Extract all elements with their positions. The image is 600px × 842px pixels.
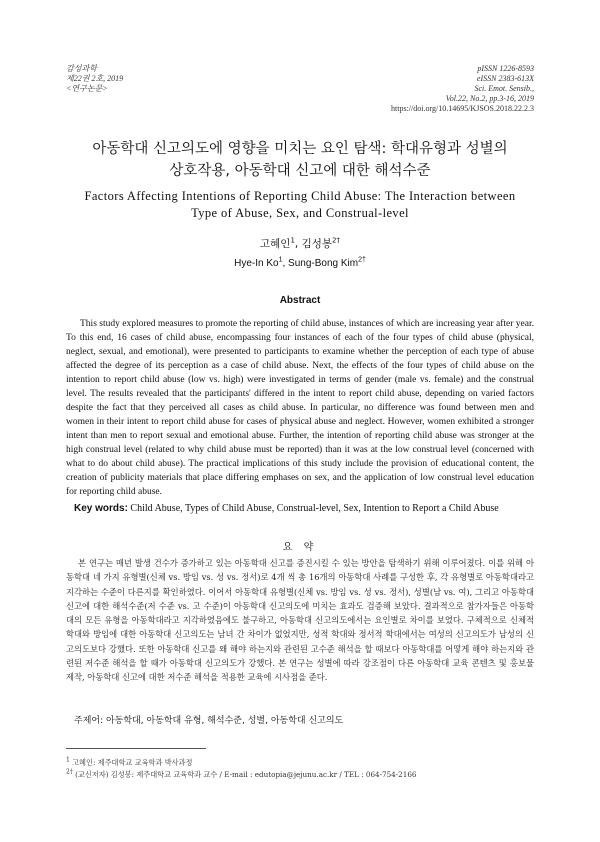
journal-name-en: Sci. Emot. Sensib., xyxy=(474,84,534,93)
summary-heading: 요 약 xyxy=(282,542,318,553)
journal-header-right xyxy=(391,64,534,114)
keywords-korean: 주제어: 아동학대, 아동학대 유형, 해석수준, 성별, 아동학대 신고의도 xyxy=(74,716,344,726)
author-2-en: Sung-Bong Kim xyxy=(288,258,359,269)
pissn: pISSN 1226-8593 xyxy=(477,64,534,73)
keywords-label: Key words: xyxy=(74,503,128,514)
author-separator-ko: , xyxy=(294,238,302,250)
title-korean xyxy=(40,138,560,182)
footnote-1 xyxy=(66,758,192,768)
footnote-1-mark: 1 xyxy=(66,756,70,764)
author-1-ko-mark: 1 xyxy=(290,236,295,245)
footnote-1-text: 고혜인: 제주대학교 교육학과 박사과정 xyxy=(69,758,193,767)
abstract-heading: Abstract xyxy=(279,295,321,306)
title-en-line-1: Factors Affecting Intentions of Reporting Child Abuse: The Interaction between xyxy=(84,189,516,203)
title-ko-line-2: 상호작용, 아동학대 신고에 대한 해석수준 xyxy=(169,163,431,179)
keywords-text: Child Abuse, Types of Child Abuse, Construal-level, Sex, Intention to Report a Child Abuse xyxy=(127,503,499,514)
footnote-2-text: (교신저자) 김성봉: 제주대학교 교육학과 교수 / E-mail : edutopia@jejunu.ac.kr / TEL : 064-754-2166 xyxy=(72,770,417,779)
abstract-body: This study explored measures to promote the reporting of child abuse, instances of which are increasing year after year. To this end, 16 cases of child abuse, encompassing four instances of each of the four types of child abuse (physical, neglect, sexual, and emotional), were presented to participants to examine whether the perception of each type of abuse affected the degree of its perception as a case of child abuse. Next, the effects of the four types of child abuse on the intention to report child abuse (low vs. high) were investigated in terms of gender (male vs. female) and the construal level. The results revealed that the participants' differed in the intent to report child abuse, depending on varied factors despite the fact that they perceived all cases as child abuse. In particular, no difference was found between men and women in their intent to report child abuse for cases of physical abuse and neglect. However, women exhibited a stronger intent than men to report sexual and emotional abuse. Further, the intention of reporting child abuse was stronger at the high construal level (related to why child abuse must be reported) than it was at the low construal level (concerned with what to do about child abuse). The practical implications of this study include the provision of educational content, the creation of publicity materials that place differing emphases on sex, and the application of low construal level education for reporting child abuse. xyxy=(66,319,534,497)
author-2-en-mark: 2† xyxy=(358,256,366,264)
keywords-english xyxy=(74,503,544,514)
title-ko-line-1: 아동학대 신고의도에 영향을 미치는 요인 탐색: 학대유형과 성별의 xyxy=(92,141,508,157)
footnote-2-mark: 2† xyxy=(66,768,73,776)
journal-volume-en: Vol.22, No.2, pp.3-16, 2019 xyxy=(445,94,534,103)
article-type: <연구논문> xyxy=(66,84,108,93)
author-1-ko: 고혜인 xyxy=(260,238,291,250)
journal-header-left xyxy=(66,64,123,94)
footnote-2 xyxy=(66,770,416,780)
footnote-divider xyxy=(66,748,206,749)
doi-link[interactable]: https://doi.org/10.14695/KJSOS.2018.22.2.3 xyxy=(391,104,534,113)
title-english xyxy=(40,188,560,222)
journal-name-ko: 감성과학 xyxy=(66,64,97,73)
journal-volume-ko: 제22권 2호, 2019 xyxy=(66,74,124,83)
eissn: eISSN 2383-613X xyxy=(476,74,534,83)
author-2-ko-mark: 2† xyxy=(332,236,340,245)
title-en-line-2: Type of Abuse, Sex, and Construal-level xyxy=(191,206,409,220)
authors-korean xyxy=(0,236,600,251)
author-2-ko: 김성봉 xyxy=(301,238,333,250)
authors-english xyxy=(0,258,600,269)
author-1-en: Hye-In Ko xyxy=(234,258,279,269)
author-1-en-mark: 1 xyxy=(278,256,283,264)
author-separator-en: , xyxy=(282,258,289,269)
summary-body: 본 연구는 매년 발생 건수가 증가하고 있는 아동학대 신고를 증진시킬 수 있는 방안을 탐색하기 위해 이루어졌다. 이를 위해 아동학대 네 가지 유형별(신체 vs. 방임 vs. 성 vs. 정서)로 4개 씩 총 16개의 아동학대 사례를 구성한 후, 각 유형별로 아동학대라고 지각하는 수준이 다른지를 확인하였다. 이어서 아동학대 유형별(신체 vs. 방임 vs. 성 vs. 정서), 성별(남 vs. 여), 그리고 아동학대 신고에 대한 해석수준(저 수준 vs. 고 수준)이 아동학대 신고의도에 미치는 효과도 검증해 보았다. 결과적으로 참가자들은 아동학대의 모든 유형을 아동학대라고 지각하였음에도 불구하고, 아동학대 신고의도에서는 요인별로 차이를 보였다. 구체적으로 신체적 학대와 방임에 대한 아동학대 신고의도는 남녀 간 차이가 없었지만, 성적 학대와 정서적 학대에서는 여성의 신고의도가 남성의 신고의도보다 강했다. 또한 아동학대 신고를 왜 해야 하는지와 관련된 고수준 해석을 할 때보다 아동학대를 어떻게 해야 하는지와 관련된 저수준 해석을 할 때가 아동학대 신고의도가 강했다. 본 연구는 성별에 따라 강조점이 다른 아동학대 교육 콘텐츠 및 홍보물 제작, 아동학대 신고에 대한 저수준 해석을 적용한 교육에 시사점을 준다. xyxy=(66,558,534,683)
